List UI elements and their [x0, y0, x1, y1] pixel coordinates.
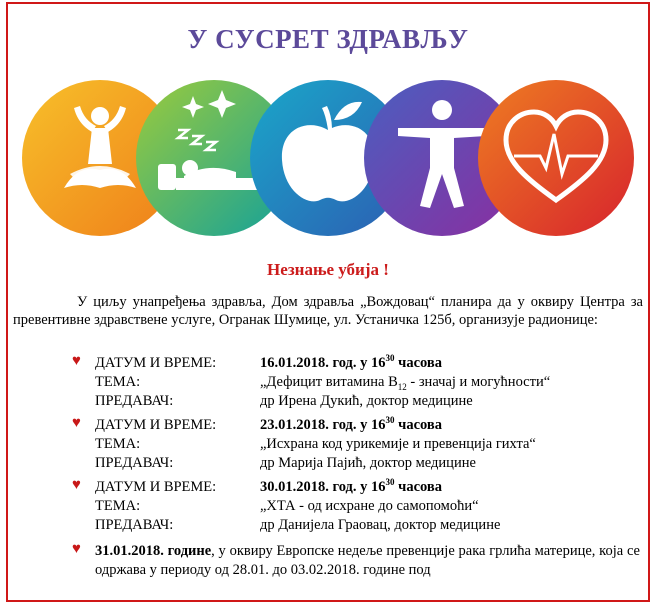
event-topic-row	[95, 373, 551, 392]
slogan: Незнање убија !	[267, 260, 389, 279]
page-frame	[6, 2, 650, 602]
event-list	[8, 354, 650, 540]
heart-bullet-icon: ♥	[72, 541, 81, 557]
event-topic: „ХТА - од исхране до самопомоћи“	[260, 498, 479, 514]
datetime-label: ДАТУМ И ВРЕМЕ:	[95, 479, 217, 495]
lecturer-label: ПРЕДАВАЧ:	[95, 455, 174, 471]
intro-paragraph: У циљу унапређења здравља, Дом здравља „Вождовац“ планира да у оквиру Центра за превентивне здравствене услуге, Огранак Шумице, ул. Устаничка 125б, организује радионице:	[13, 294, 643, 328]
event-lecturer-row	[95, 392, 473, 411]
event-lecturer-row	[95, 454, 476, 473]
datetime-label: ДАТУМ И ВРЕМЕ:	[95, 355, 217, 371]
event-item	[8, 416, 650, 478]
health-banner	[8, 64, 650, 250]
event-lecturer: др Данијела Граовац, доктор медицине	[260, 517, 501, 533]
lecturer-label: ПРЕДАВАЧ:	[95, 517, 174, 533]
heart-bullet-icon: ♥	[72, 415, 81, 431]
event-topic-row	[95, 435, 536, 454]
event-lecturer: др Ирена Дукић, доктор медицине	[260, 393, 473, 409]
topic-label: ТЕМА:	[95, 374, 141, 390]
event-datetime-row	[95, 415, 442, 435]
event-item	[8, 354, 650, 416]
datetime-label: ДАТУМ И ВРЕМЕ:	[95, 417, 217, 433]
event-date: 23.01.2018. год. у $16^{30}$ часова	[260, 415, 442, 433]
final-event-text: 31.01.2018. године, у оквиру Европске недеље превенције рака грлића материце, која се одржава у периоду од 28.01. до 03.02.2018. године под	[95, 543, 640, 578]
event-datetime-row	[95, 477, 442, 497]
page-title: У СУСРЕТ ЗДРАВЉУ	[187, 24, 469, 54]
event-topic-row	[95, 497, 479, 516]
event-datetime-row	[95, 353, 442, 373]
event-lecturer-row	[95, 516, 501, 535]
event-lecturer: др Марија Пајић, доктор медицине	[260, 455, 476, 471]
topic-label: ТЕМА:	[95, 498, 141, 514]
event-topic: „Исхрана код урикемије и превенција гихта“	[260, 436, 536, 452]
heart-bullet-icon: ♥	[72, 353, 81, 369]
heart-circle	[478, 80, 634, 236]
event-topic: „Дефицит витамина $B_{12}$ - значај и могућности“	[260, 374, 551, 392]
lecturer-label: ПРЕДАВАЧ:	[95, 393, 174, 409]
event-date: 30.01.2018. год. у $16^{30}$ часова	[260, 477, 442, 495]
event-item	[8, 478, 650, 540]
final-event-date: 31.01.2018. године	[95, 543, 212, 559]
topic-label: ТЕМА:	[95, 436, 141, 452]
event-date: 16.01.2018. год. у $16^{30}$ часова	[260, 353, 442, 371]
heart-bullet-icon: ♥	[72, 477, 81, 493]
